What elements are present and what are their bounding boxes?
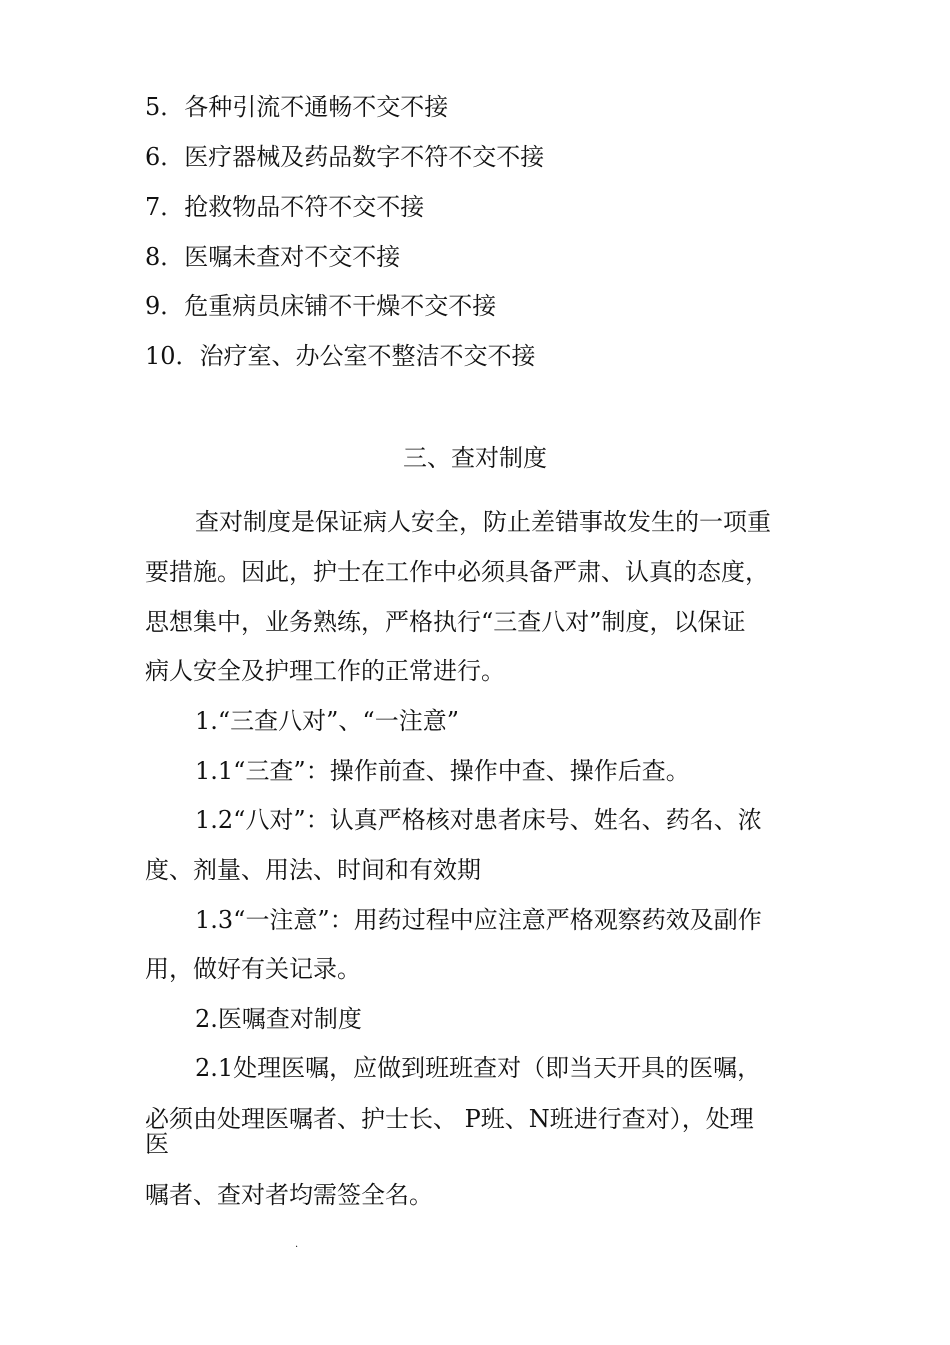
item-2-1-line-2: 必须由处理医嘱者、护士长、 P班、N班进行查对），处理	[145, 1105, 754, 1133]
intro-paragraph-line-2: 要措施。因此，护士在工作中必须具备严肃、认真的态度，	[145, 558, 769, 586]
item-1-2-line-1: 1.2“八对”：认真严格核对患者床号、姓名、药名、浓	[195, 806, 762, 834]
list-item-9: 9．危重病员床铺不干燥不交不接	[145, 292, 497, 320]
list-item-5: 5．各种引流不通畅不交不接	[145, 93, 449, 121]
item-2-heading: 2.医嘱查对制度	[195, 1005, 362, 1033]
item-2-1-line-1: 2.1处理医嘱，应做到班班查对（即当天开具的医嘱，	[195, 1054, 762, 1082]
intro-paragraph-line-3: 思想集中，业务熟练，严格执行“三查八对”制度，以保证	[145, 608, 746, 636]
section-title: 三、查对制度	[403, 444, 547, 472]
item-1-1: 1.1“三查”：操作前查、操作中查、操作后查。	[195, 757, 690, 785]
intro-paragraph-line-4: 病人安全及护理工作的正常进行。	[145, 657, 505, 685]
list-item-6: 6．医疗器械及药品数字不符不交不接	[145, 143, 545, 171]
item-1-heading: 1.“三查八对”、“一注意”	[195, 707, 459, 735]
item-2-1-line-3: 医	[145, 1130, 169, 1158]
item-1-3-line-1: 1.3“一注意”：用药过程中应注意严格观察药效及副作	[195, 906, 762, 934]
list-item-10: 10．治疗室、办公室不整洁不交不接	[145, 342, 536, 370]
item-1-2-line-2: 度、剂量、用法、时间和有效期	[145, 856, 481, 884]
list-item-7: 7．抢救物品不符不交不接	[145, 193, 425, 221]
item-1-3-line-2: 用，做好有关记录。	[145, 955, 361, 983]
list-item-8: 8．医嘱未查对不交不接	[145, 243, 401, 271]
item-2-1-line-4: 嘱者、查对者均需签全名。	[145, 1181, 433, 1209]
footer-dot: .	[295, 1239, 299, 1250]
intro-paragraph-line-1: 查对制度是保证病人安全，防止差错事故发生的一项重	[195, 508, 771, 536]
